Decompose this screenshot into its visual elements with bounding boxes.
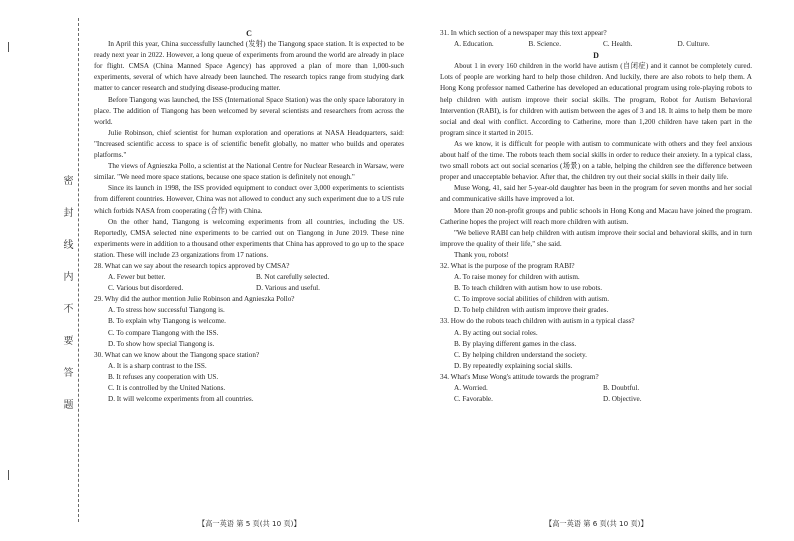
option[interactable]: C. To compare Tiangong with the ISS. [108, 328, 219, 337]
binding-margin [0, 0, 78, 541]
option[interactable]: A. Fewer but better. [108, 273, 166, 282]
page-footer-left: 【高一英语 第 5 页(共 10 页)】 [198, 519, 301, 528]
options-31 [440, 39, 752, 50]
options-34 [440, 383, 752, 394]
option[interactable]: D. Objective. [603, 395, 642, 404]
question-32: 32. What is the purpose of the program RABI? [440, 261, 575, 270]
question-30: 30. What can we know about the Tiangong space station? [94, 350, 260, 359]
option[interactable]: D. To show how special Tiangong is. [108, 339, 215, 348]
option[interactable]: B. To teach children with autism how to use robots. [454, 284, 603, 293]
option[interactable]: A. Education. [454, 40, 494, 49]
option[interactable]: B. Science. [528, 40, 562, 49]
question-29: 29. Why did the author mention Julie Robinson and Agnieszka Pollo? [94, 295, 295, 304]
option[interactable]: B. Doubtful. [603, 384, 640, 392]
seal-line-notice: 密封线内不要答题 [61, 175, 72, 431]
options-28 [94, 283, 404, 294]
question-34: 34. What's Muse Wong's attitude towards the program? [440, 372, 599, 381]
question-31: 31. In which section of a newspaper may this text appear? [440, 29, 607, 37]
options-28 [94, 272, 404, 283]
question-33: 33. How do the robots teach children with autism in a typical class? [440, 317, 635, 326]
paragraph: "We believe RABI can help children with autism improve their social and behavioral skills, and in turn improve the quality of their life," she said. [440, 228, 752, 248]
option[interactable]: B. To explain why Tiangong is welcome. [108, 317, 226, 326]
option[interactable]: D. Culture. [677, 40, 710, 49]
options-34 [440, 394, 752, 405]
binding-tick [8, 470, 19, 480]
left-column [94, 28, 404, 405]
option[interactable]: A. It is a sharp contrast to the ISS. [108, 361, 207, 370]
binding-tick [8, 42, 19, 52]
option[interactable]: A. Worried. [454, 384, 488, 392]
option[interactable]: A. To raise money for children with autism. [454, 273, 580, 282]
paragraph: About 1 in every 160 children in the world have autism (自闭症) and it cannot be completely cured. Lots of people are working hard to help those children. And luckily, there are also robots to help them. A Hong Kong professor named Catherine has developed an educational program using role-playing robots to help children with autism improve their social skills. The program, Robot for Autism Behavioral Intervention (RABI), is for children with autism between the ages of 3 and 18. It aims to help them be more social and deal with conflict. According to Catherine, more than 1,200 children have taken part in the program since it started in 2015. [440, 62, 752, 137]
page-footer-right: 【高一英语 第 6 页(共 10 页)】 [545, 519, 648, 528]
paragraph: Julie Robinson, chief scientist for human exploration and operations at NASA Headquarters, said: "Increased scientific access to space is of scientific benefit globally, no matter who builds and operates platforms." [94, 128, 404, 160]
paragraph: Muse Wong, 41, said her 5-year-old daughter has been in the program for seven months and her social and communicative skills have improved a lot. [440, 184, 752, 204]
option[interactable]: C. Various but disordered. [108, 284, 184, 293]
question-28: 28. What can we say about the research topics approved by CMSA? [94, 261, 290, 270]
paragraph: Since its launch in 1998, the ISS provided equipment to conduct over 3,000 experiments to scientists from different countries. However, China was not allowed to conduct any such experiment due to a US rule which forbids NASA from cooperating (合作) with China. [94, 184, 404, 215]
option[interactable]: B. By playing different games in the class. [454, 339, 577, 348]
option[interactable]: D. Various and useful. [256, 284, 320, 293]
option[interactable]: D. To help children with autism improve their grades. [454, 306, 609, 315]
option[interactable]: D. By repeatedly explaining social skills. [454, 361, 573, 370]
option[interactable]: C. By helping children understand the society. [454, 350, 587, 359]
option[interactable]: D. It will welcome experiments from all countries. [108, 395, 254, 404]
passage-letter: C [246, 29, 252, 38]
option[interactable]: C. To improve social abilities of children with autism. [454, 295, 610, 304]
seal-line [78, 18, 79, 522]
paragraph: Thank you, robots! [454, 250, 509, 259]
passage-letter: D [593, 51, 599, 61]
option[interactable]: C. Health. [603, 40, 633, 49]
option[interactable]: A. To stress how successful Tiangong is. [108, 306, 225, 315]
paragraph: The views of Agnieszka Pollo, a scientist at the National Centre for Nuclear Research in Warsaw, were similar. "We need more space stations, because one space station is definitely not enough." [94, 162, 404, 182]
paragraph: Before Tiangong was launched, the ISS (International Space Station) was the only space laboratory in place. The addition of Tiangong has been welcomed by several scientists and researchers from across the world. [94, 95, 404, 126]
option[interactable]: B. Not carefully selected. [256, 273, 330, 282]
paragraph: As we know, it is difficult for people with autism to communicate with others and they feel anxious about half of the time. The robots teach them social skills in order to reduce their anxiety. In a typical class, two small robots act out social scenarios (场景) on a table, helping the children see the difference between proper and unacceptable behavior. After that, the children try out their social skills in their daily life. [440, 139, 752, 182]
option[interactable]: C. It is controlled by the United Nations. [108, 384, 226, 392]
paragraph: On the other hand, Tiangong is welcoming experiments from all countries, including the US. Reportedly, CMSA selected nine experiments to be carried out on Tiangong in June 2019. These nine experiments were in addition to a thousand other experiments that China has approved to go up to the space station. These will include 23 organizations from 17 nations. [94, 217, 404, 259]
option[interactable]: B. It refuses any cooperation with US. [108, 372, 219, 381]
option[interactable]: A. By acting out social roles. [454, 328, 538, 337]
paragraph: More than 20 non-profit groups and public schools in Hong Kong and Macau have joined the program. Catherine hopes the project will reach more children with autism. [440, 206, 752, 226]
right-column [440, 28, 752, 405]
paragraph: In April this year, China successfully launched (发射) the Tiangong space station. It is expected to be ready next year in 2022. However, a long queue of experiments from around the world are already in place for flight. CMSA (China Manned Space Agency) has approved a plan of more than 1,000-such experiments, several of which have already been launched. The research topics range from studying dark matter to cancer research and studying disease-producing matter. [94, 40, 404, 93]
option[interactable]: C. Favorable. [454, 395, 493, 404]
